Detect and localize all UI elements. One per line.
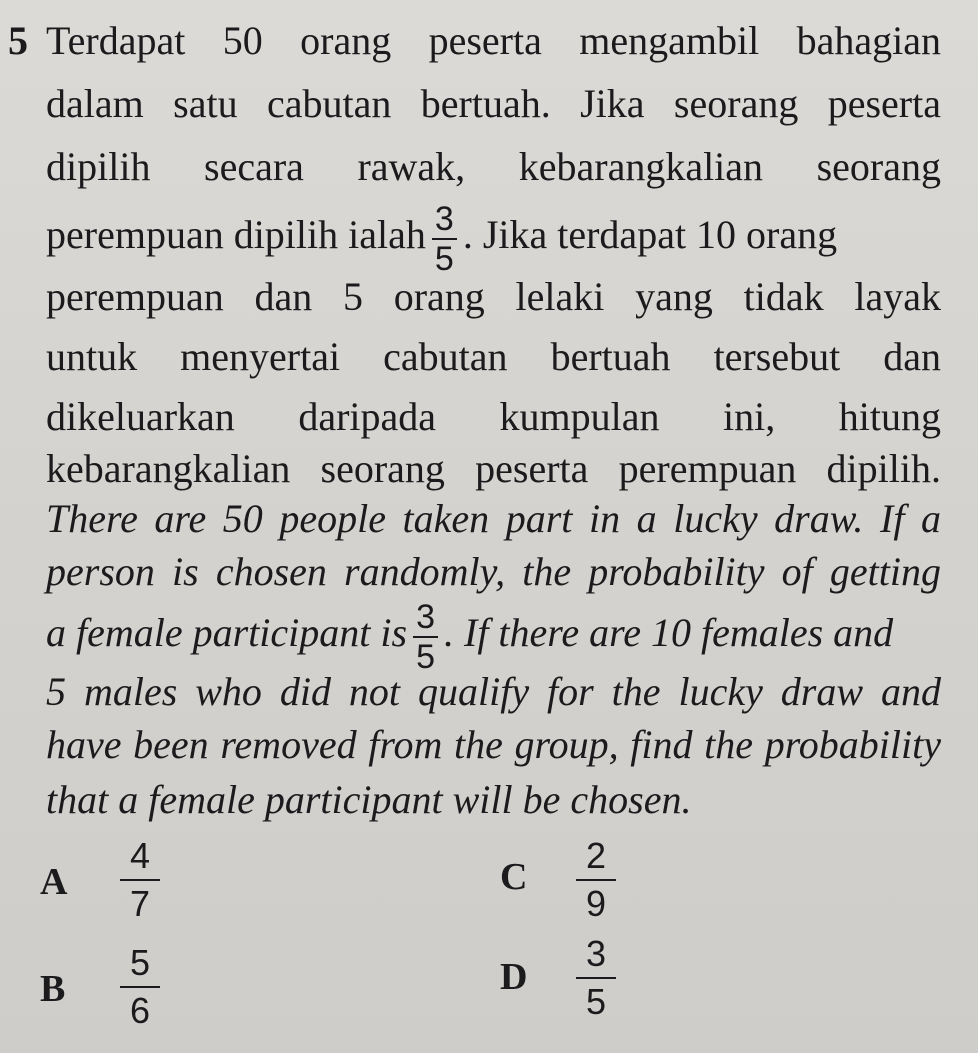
fraction-denominator: 5 (416, 637, 435, 676)
english-line-3 (46, 590, 941, 676)
malay-line-4 (46, 192, 941, 278)
english-line-3-end: . If there are 10 females and (444, 610, 894, 655)
option-b-numerator: 5 (129, 942, 151, 983)
option-b-letter: B (40, 968, 66, 1010)
english-line-6: that a female participant will be chosen. (46, 777, 692, 822)
english-line-5: have been removed from the group, find the probability (46, 722, 941, 767)
given-fraction-malay (432, 200, 457, 278)
english-line-4: 5 males who did not qualify for the lucky draw and (46, 669, 941, 714)
malay-line-4-start: perempuan dipilih ialah (46, 212, 426, 257)
option-d-bar (576, 977, 616, 979)
option-d-denominator: 5 (585, 981, 607, 1022)
question-number: 5 (8, 18, 28, 63)
option-d-numerator: 3 (585, 933, 607, 974)
malay-line-5: perempuan dan 5 orang lelaki yang tidak layak (46, 274, 941, 319)
option-a-bar (120, 879, 160, 881)
malay-line-4-end: . Jika terdapat 10 orang (462, 212, 838, 257)
english-line-2: person is chosen randomly, the probability of getting (46, 549, 941, 594)
option-a-numerator: 4 (129, 835, 151, 876)
english-line-1: There are 50 people taken part in a lucky draw. If a (46, 496, 941, 541)
english-line-3-start: a female participant is (46, 610, 408, 655)
option-d-fraction (576, 933, 616, 1023)
option-a-denominator: 7 (129, 883, 151, 924)
malay-line-8: kebarangkalian seorang peserta perempuan dipilih. (46, 446, 941, 491)
option-b-fraction (120, 942, 160, 1032)
option-d-letter: D (500, 956, 528, 998)
fraction-denominator: 5 (434, 239, 454, 278)
option-b-denominator: 6 (129, 990, 151, 1031)
option-a-fraction (120, 835, 160, 925)
malay-line-7: dikeluarkan daripada kumpulan ini, hitung (46, 394, 941, 439)
option-c-denominator: 9 (585, 883, 607, 924)
option-a-letter: A (40, 861, 68, 903)
malay-line-2: dalam satu cabutan bertuah. Jika seorang peserta (46, 81, 941, 126)
option-c-letter: C (500, 856, 528, 898)
option-b-bar (120, 986, 160, 988)
malay-line-6: untuk menyertai cabutan bertuah tersebut dan (46, 334, 941, 379)
fraction-numerator: 3 (416, 597, 435, 636)
option-c-numerator: 2 (585, 835, 607, 876)
malay-line-1: Terdapat 50 orang peserta mengambil bahagian (46, 18, 941, 63)
option-c-bar (576, 879, 616, 881)
option-c-fraction (576, 835, 616, 925)
malay-line-3: dipilih secara rawak, kebarangkalian seorang (46, 144, 941, 189)
fraction-numerator: 3 (434, 199, 454, 238)
